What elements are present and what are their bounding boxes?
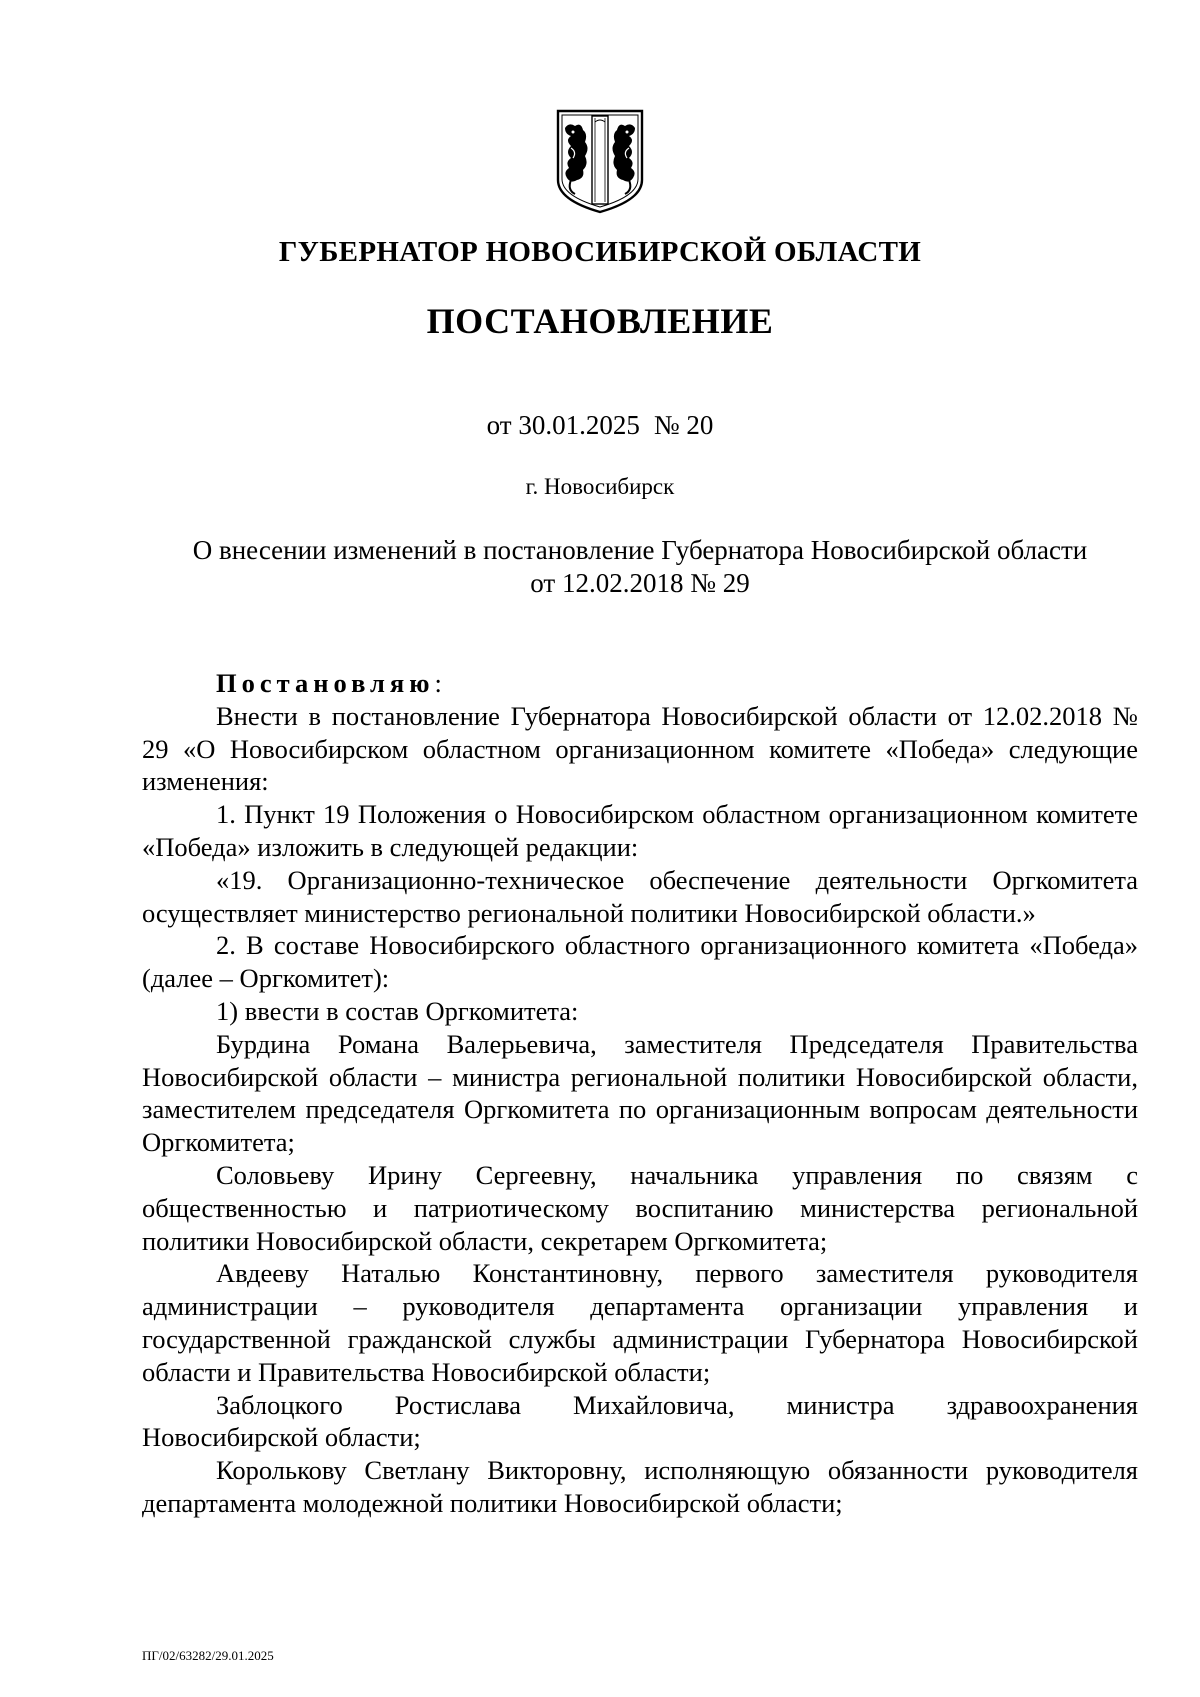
- document-registration-code: ПГ/02/63282/29.01.2025: [142, 1648, 274, 1663]
- body-paragraph: Соловьеву Ирину Сергеевну, начальника управления по связям с общественностью и патриотическому воспитанию министерства региональной политики Новосибирской области, секретарем Оргкомитета;: [142, 1159, 1138, 1256]
- body-paragraph: 2. В составе Новосибирского областного организационного комитета «Победа» (далее – Оргкомитет):: [142, 930, 1138, 994]
- resolve-word: Постановляю: [216, 668, 435, 698]
- body-paragraph: «19. Организационно-техническое обеспечение деятельности Оргкомитета осуществляет министерство региональной политики Новосибирской области.»: [142, 864, 1138, 928]
- body-paragraph: Бурдина Романа Валерьевича, заместителя Председателя Правительства Новосибирской области – министра региональной политики Новосибирской области, заместителем председателя Оргкомитета по организационным вопросам деятельности Оргкомитета;: [142, 1028, 1138, 1158]
- body-paragraph: Авдееву Наталью Константиновну, первого заместителя руководителя администрации – руководителя департамента организации управления и государственной гражданской службы администрации Губернатора Новосибирской области и Правительства Новосибирской области;: [142, 1258, 1138, 1387]
- resolve-colon: :: [434, 668, 442, 698]
- document-date: от 30.01.2025: [486, 410, 640, 440]
- document-date-number: [0, 410, 1200, 441]
- document-city: г. Новосибирск: [525, 474, 675, 499]
- document-title-line-1: О внесении изменений в постановление Губернатора Новосибирской области: [192, 535, 1088, 565]
- body-paragraph: Королькову Светлану Викторовну, исполняющую обязанности руководителя департамента молодежной политики Новосибирской области;: [142, 1455, 1138, 1518]
- body-paragraph: 1. Пункт 19 Положения о Новосибирском областном организационном комитете «Победа» изложить в следующей редакции:: [142, 799, 1138, 862]
- document-type: ПОСТАНОВЛЕНИЕ: [426, 301, 774, 341]
- document-number: № 20: [653, 410, 714, 440]
- resolve-heading: [142, 667, 1138, 700]
- body-paragraph: Заблоцкого Ростислава Михайловича, министра здравоохранения Новосибирской области;: [142, 1389, 1138, 1453]
- body-paragraph: Внести в постановление Губернатора Новосибирской области от 12.02.2018 № 29 «О Новосибирском областном организационном комитете «Победа» следующие изменения:: [142, 700, 1138, 797]
- document-title-line-2: от 12.02.2018 № 29: [530, 568, 750, 598]
- issuing-authority: ГУБЕРНАТОР НОВОСИБИРСКОЙ ОБЛАСТИ: [278, 236, 922, 268]
- document-title: [140, 534, 1140, 600]
- body-paragraph: 1) ввести в состав Оргкомитета:: [216, 995, 579, 1026]
- coat-of-arms-icon: [555, 108, 645, 214]
- document-body: [142, 667, 1138, 1520]
